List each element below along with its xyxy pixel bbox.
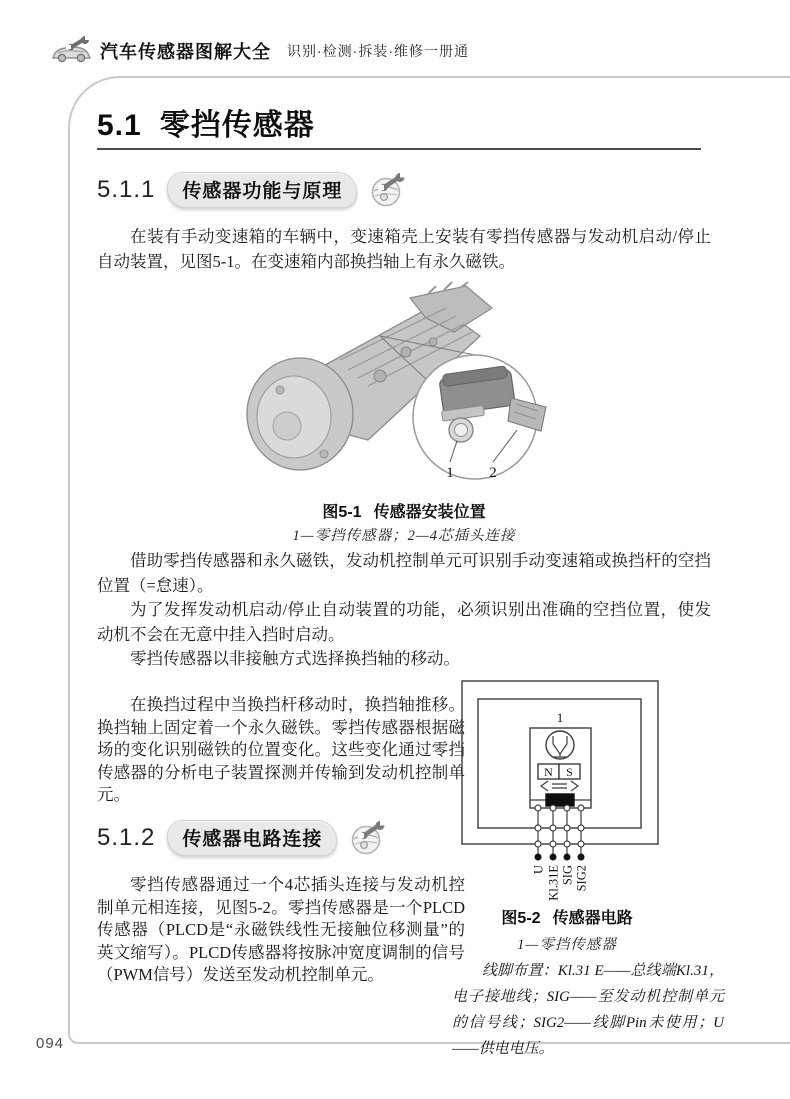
pin-label-kl31e: Kl.31E <box>546 865 561 901</box>
figure1-caption <box>97 499 711 522</box>
subsection-number: 5.1.2 <box>97 824 156 851</box>
section-number: 5.1 <box>97 109 142 142</box>
figure2-title: 传感器电路 <box>552 910 633 927</box>
figure1-callout-2: 2 <box>489 465 497 481</box>
section-title-rule <box>97 148 701 150</box>
paragraph-neutral-detect: 借助零挡传感器和永久磁铁，发动机控制单元可识别手动变速箱或换挡杆的空挡位置（=怠速）。 <box>97 551 711 595</box>
figure-sensor-location <box>228 278 572 498</box>
figure1-legend: 1—零挡传感器；2—4芯插头连接 <box>292 528 516 544</box>
section-title <box>97 100 315 144</box>
page-number: 094 <box>36 1035 65 1052</box>
magnet-north-label: N <box>544 765 553 779</box>
subsection-5-1-2 <box>97 820 387 856</box>
sensor-circuit-diagram <box>452 672 702 912</box>
figure1-callout-1: 1 <box>446 465 454 481</box>
paragraph-noncontact: 零挡传感器以非接触方式选择换挡轴的移动。 <box>130 649 460 668</box>
figure2-tag: 图5-2 <box>501 910 541 927</box>
pin-label-sig2: SIG2 <box>574 865 589 892</box>
paragraph-startstop: 为了发挥发动机启动/停止自动装置的功能，必须识别出准确的空挡位置，使发动机不会在无意中挂入挡时启动。 <box>97 600 711 644</box>
car-wrench-logo-icon <box>50 36 92 66</box>
paragraph-plcd: 零挡传感器通过一个4芯插头连接与发动机控制单元相连接，见图5-2。零挡传感器是一个PLCD传感器（PLCD是“永磁铁线性无接触位移测量”的英文缩写）。PLCD传感器将按脉冲宽度调制的信号（PWM信号）发送至发动机控制单元。 <box>97 875 465 984</box>
paragraph-intro: 在装有手动变速箱的车辆中，变速箱壳上安装有零挡传感器与发动机启动/停止自动装置，见图5-1。在变速箱内部换挡轴上有永久磁铁。 <box>97 227 711 271</box>
subsection-5-1-1 <box>97 172 407 208</box>
pin-label-u: U <box>531 865 546 875</box>
figure2-legend: 1—零挡传感器 <box>517 937 617 953</box>
subsection-number: 5.1.1 <box>97 176 156 203</box>
wrench-car-badge-icon <box>369 173 407 207</box>
paragraph-shift-shaft: 在换挡过程中当换挡杆移动时，换挡轴推移。换挡轴上固定着一个永久磁铁。零挡传感器根据磁场的变化识别磁铁的位置变化。这些变化通过零挡传感器的分析电子装置探测并传输到发动机控制单元。 <box>97 695 465 804</box>
book-title: 汽车传感器图解大全 <box>100 42 271 62</box>
transmission-illustration <box>228 278 572 498</box>
pin-assignment-note: 线脚布置：Kl.31 E——总线端Kl.31，电子接地线；SIG——至发动机控制单元的信号线；SIG2——线脚Pin未使用；U——供电电压。 <box>452 963 724 1057</box>
content-frame <box>68 76 790 1057</box>
subsection-badge: 传感器电路连接 <box>167 820 337 856</box>
book-subtitle: 识别·检测·拆装·维修一册通 <box>287 43 469 59</box>
section-title-text: 零挡传感器 <box>159 109 315 142</box>
figure2-caption <box>452 905 682 928</box>
figure1-tag: 图5-1 <box>322 504 362 521</box>
figure2-box-label: 1 <box>556 710 564 725</box>
subsection-badge: 传感器功能与原理 <box>167 172 357 208</box>
figure1-title: 传感器安装位置 <box>373 504 486 521</box>
right-column <box>452 672 732 1057</box>
wrench-car-badge-icon <box>349 821 387 855</box>
pin-label-sig: SIG <box>560 865 575 886</box>
magnet-south-label: S <box>566 765 573 779</box>
page-header <box>50 36 469 66</box>
